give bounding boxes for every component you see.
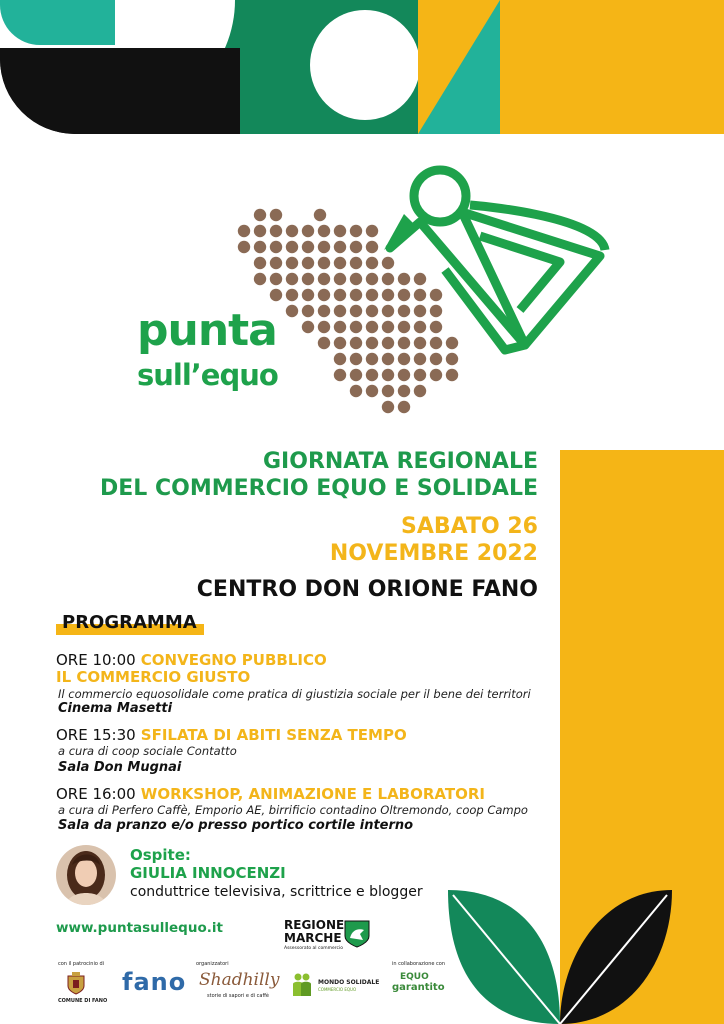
regione-line1: REGIONE (284, 918, 345, 932)
map-dot (350, 225, 362, 237)
shadhilly-logo: Shadhilly (199, 970, 280, 990)
logo-graphic (0, 0, 724, 440)
map-dot (430, 369, 442, 381)
map-dot (382, 385, 394, 397)
map-dot (302, 305, 314, 317)
map-dot (350, 257, 362, 269)
map-dot (398, 273, 410, 285)
map-dot (334, 273, 346, 285)
program-label: PROGRAMMA (62, 612, 197, 633)
map-dot (382, 353, 394, 365)
map-dot (238, 241, 250, 253)
headline-line2: DEL COMMERCIO EQUO E SOLIDALE (100, 476, 538, 501)
map-dot (398, 321, 410, 333)
map-dot (382, 273, 394, 285)
regione-shield-icon (344, 920, 370, 948)
headline-line1: GIORNATA REGIONALE (263, 449, 538, 474)
event-time: ORE 15:30 (56, 726, 136, 744)
map-dot (366, 337, 378, 349)
map-dot (350, 289, 362, 301)
map-dot (398, 401, 410, 413)
event-title: CONVEGNO PUBBLICO (140, 651, 327, 669)
map-dot (414, 273, 426, 285)
organizzatori-label: organizzatori (196, 961, 229, 967)
map-dot (314, 209, 326, 221)
map-dot (414, 353, 426, 365)
map-dot (270, 257, 282, 269)
map-dot (318, 257, 330, 269)
guest-role: conduttrice televisiva, scrittrice e blogger (130, 884, 423, 900)
map-dot (318, 273, 330, 285)
map-dot (302, 273, 314, 285)
map-dot (270, 209, 282, 221)
map-dot (286, 241, 298, 253)
map-dot (382, 401, 394, 413)
map-dot (302, 321, 314, 333)
event-2 (56, 725, 407, 744)
map-dot (398, 337, 410, 349)
fano-logo: fano (122, 968, 187, 996)
map-dot (318, 225, 330, 237)
map-dot (302, 257, 314, 269)
map-dot (414, 321, 426, 333)
map-dot (366, 305, 378, 317)
map-dot (302, 289, 314, 301)
map-dot (382, 321, 394, 333)
map-dot (350, 369, 362, 381)
map-dot (350, 241, 362, 253)
map-dot (350, 273, 362, 285)
map-dot (334, 321, 346, 333)
map-dot (334, 257, 346, 269)
map-dot (334, 241, 346, 253)
map-dot (430, 321, 442, 333)
mondo-solidale-people-icon (292, 972, 312, 998)
event-time: ORE 16:00 (56, 785, 136, 803)
map-dot (318, 337, 330, 349)
map-dot (350, 385, 362, 397)
regione-marche-logo (284, 919, 374, 953)
map-dot (254, 241, 266, 253)
map-dot (254, 257, 266, 269)
event-title: SFILATA DI ABITI SENZA TEMPO (140, 726, 407, 744)
map-dot (430, 289, 442, 301)
map-dot (286, 305, 298, 317)
map-dot (270, 289, 282, 301)
map-dot (414, 385, 426, 397)
comune-label: COMUNE DI FANO (58, 998, 108, 1004)
website-link[interactable]: www.puntasullequo.it (56, 920, 223, 936)
map-dot (414, 369, 426, 381)
map-dot (382, 337, 394, 349)
map-dot (350, 321, 362, 333)
map-dot (350, 337, 362, 349)
map-dot (366, 241, 378, 253)
map-dot (382, 289, 394, 301)
date-line2: NOVEMBRE 2022 (329, 541, 538, 566)
map-dot (446, 353, 458, 365)
patrocinio-label: con il patrocinio di (58, 961, 105, 967)
map-dot (398, 305, 410, 317)
guest-photo (56, 845, 116, 905)
venue: CENTRO DON ORIONE FANO (196, 577, 538, 602)
map-dot (334, 337, 346, 349)
map-dot (254, 273, 266, 285)
map-dot (366, 321, 378, 333)
collaborazione-label: in collaborazione con (392, 961, 446, 967)
map-dot (414, 305, 426, 317)
event-time: ORE 10:00 (56, 651, 136, 669)
map-dot (238, 225, 250, 237)
map-dot (366, 369, 378, 381)
event-1 (56, 650, 327, 669)
map-dot (366, 289, 378, 301)
equo-logo-line2: garantito (392, 982, 445, 993)
map-dot (254, 225, 266, 237)
map-dot (382, 305, 394, 317)
shadhilly-subtitle: storie di sapori e di caffè (207, 993, 269, 999)
map-dot (446, 337, 458, 349)
map-dot (318, 321, 330, 333)
equo-logo-line1: EQUO (400, 972, 429, 982)
map-dot (286, 289, 298, 301)
map-dot (334, 369, 346, 381)
map-dot (286, 225, 298, 237)
map-dot (302, 241, 314, 253)
event-title: WORKSHOP, ANIMAZIONE E LABORATORI (140, 785, 485, 803)
event-1-title2: IL COMMERCIO GIUSTO (56, 668, 251, 686)
map-dot (366, 385, 378, 397)
map-dot (334, 353, 346, 365)
map-dot (302, 225, 314, 237)
map-dot (286, 257, 298, 269)
map-dot (366, 353, 378, 365)
map-dot (398, 385, 410, 397)
map-dot (334, 289, 346, 301)
map-dot (366, 225, 378, 237)
map-dot (366, 257, 378, 269)
map-dot (430, 353, 442, 365)
map-dot (398, 353, 410, 365)
mondo-solidale-logo: MONDO SOLIDALE (318, 979, 380, 986)
regione-line2: MARCHE (284, 931, 342, 945)
map-dot (430, 305, 442, 317)
map-dot (318, 241, 330, 253)
comune-fano-crest-icon (66, 972, 86, 996)
event-1-place: Cinema Masetti (58, 701, 173, 716)
guest-label: Ospite: (130, 846, 191, 864)
map-dot (350, 353, 362, 365)
map-dot (334, 305, 346, 317)
map-dot (318, 305, 330, 317)
map-dot (398, 289, 410, 301)
mondo-solidale-subtitle: COMMERCIO EQUO (318, 987, 357, 992)
map-dot (446, 369, 458, 381)
regione-subtitle: Assessorato al commercio (284, 946, 343, 951)
event-3 (56, 784, 485, 803)
map-dot (270, 273, 282, 285)
event-1-description: Il commercio equosolidale come pratica di giustizia sociale per il bene dei territori (58, 687, 531, 701)
guest-name: GIULIA INNOCENZI (130, 864, 286, 882)
map-dot (414, 337, 426, 349)
map-dot (382, 257, 394, 269)
event-3-description: a cura di Perfero Caffè, Emporio AE, birrificio contadino Oltremondo, coop Campo (58, 803, 528, 817)
date-line1: SABATO 26 (401, 514, 538, 539)
map-dot (270, 225, 282, 237)
map-dot (382, 369, 394, 381)
logo-text-sullequo: sull’equo (137, 358, 278, 392)
event-3-place: Sala da pranzo e/o presso portico cortile interno (58, 818, 414, 833)
map-dot (398, 369, 410, 381)
map-dot (414, 289, 426, 301)
map-dot (334, 225, 346, 237)
logo-text-punta: punta (137, 305, 277, 356)
map-dot (366, 273, 378, 285)
map-dot (254, 209, 266, 221)
map-dot (430, 337, 442, 349)
map-dot (286, 273, 298, 285)
map-dot (318, 289, 330, 301)
event-2-place: Sala Don Mugnai (58, 760, 182, 775)
map-dot (350, 305, 362, 317)
event-2-description: a cura di coop sociale Contatto (58, 744, 237, 758)
map-dot (270, 241, 282, 253)
